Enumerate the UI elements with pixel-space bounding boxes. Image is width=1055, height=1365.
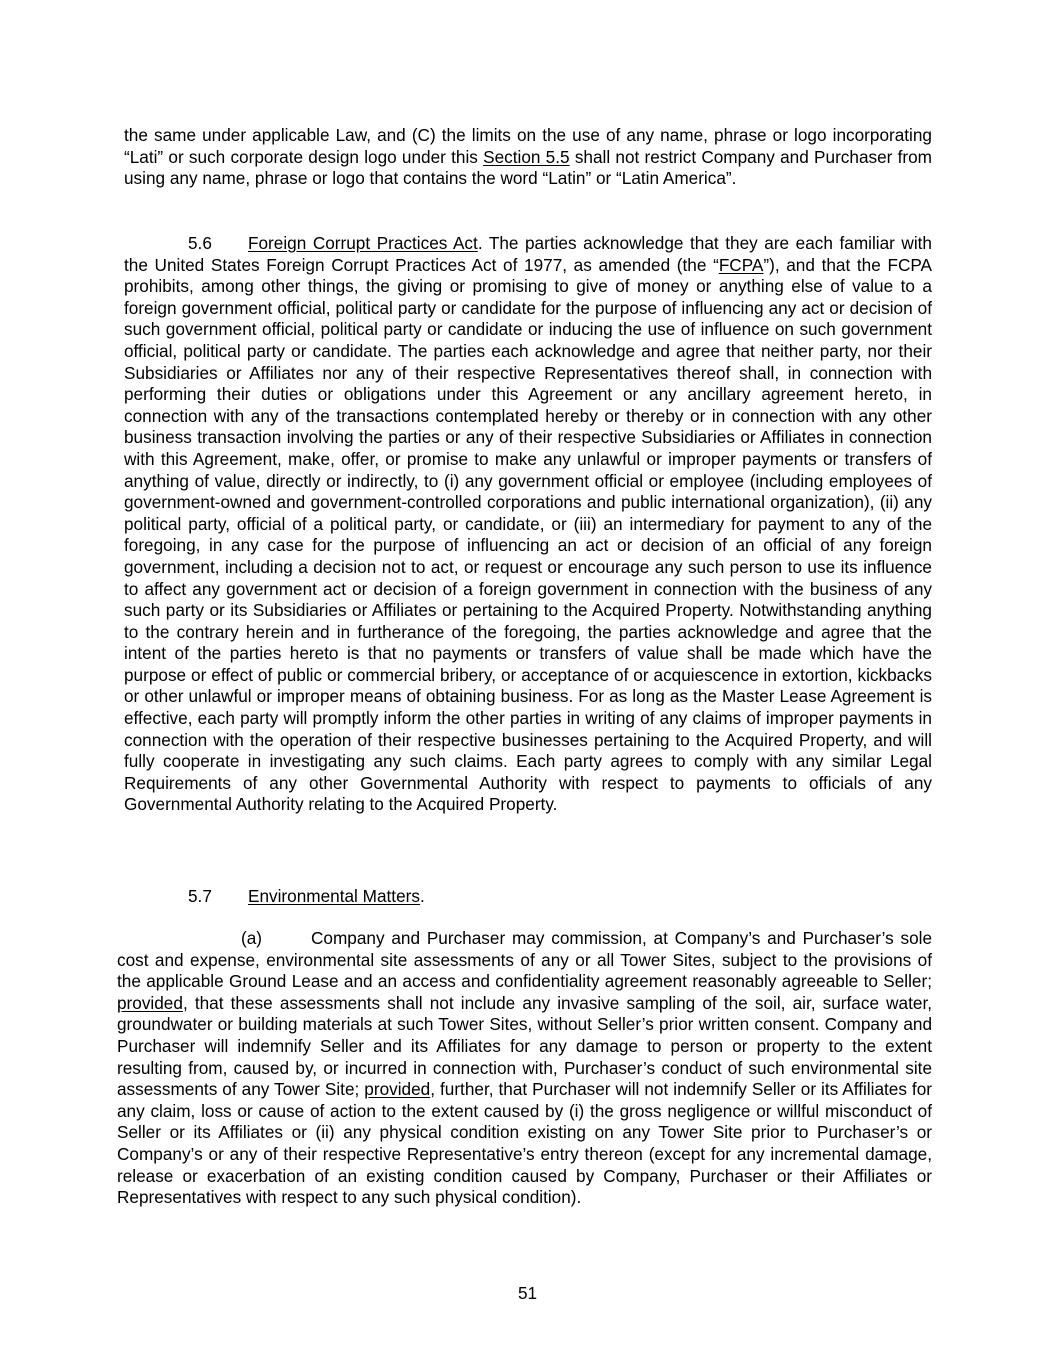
fcpa-defined-term: FCPA [718,254,764,275]
provided-term-2: provided [364,1079,431,1100]
section-5-5-reference: Section 5.5 [483,146,570,167]
section-5-6-text-2: ”), and that the FCPA prohibits, among other things, the giving or promising to give of money or anything else of value to a foreign government official, political party or candidate for the purpose of influencing any act or decision of such government official, political party or candidate or inducing the use of influence on such government official, political party or candidate. The parties each acknowledge and agree that neither party, nor their Subsidiaries or Affiliates nor any of their respective Representatives thereof shall, in connection with performing their duties or obligations under this Agreement or any ancillary agreement hereto, in connection with any of the transactions contemplated hereby or thereby or in connection with any other business transaction involving the parties or any of their respective Subsidiaries or Affiliates in connection with this Agreement, make, offer, or promise to make any unlawful or improper payments or transfers of anything of value, directly or indirectly, to (i) any government official or employee (including employees of government-owned and government-controlled corporations and public international organization), (ii) any political party, official of a political party, or candidate, or (iii) an intermediary for payment to any of the foregoing, in any case for the purpose of influencing an act or decision of an official of any foreign government, including a decision not to act, or request or encourage any such person to use its influence to affect any government act or decision of a foreign government in connection with the business of any such party or its Subsidiaries or Affiliates or pertaining to the Acquired Property. Notwithstanding anything to the contrary herein and in furtherance of the foregoing, the parties acknowledge and agree that the intent of the parties hereto is that no payments or transfers of value shall be made which have the purpose or effect of public or commercial bribery, or acceptance of or acquiescence in extortion, kickbacks or other unlawful or improper means of obtaining business. For as long as the Master Lease Agreement is effective, each party will promptly inform the other parties in writing of any claims of improper payments in connection with the operation of their respective businesses pertaining to the Acquired Property, and will fully cooperate in investigating any such claims. Each party agrees to comply with any similar Legal Requirements of any other Governmental Authority with respect to payments to officials of any Governmental Authority relating to the Acquired Property. [124,254,933,815]
section-5-6-paragraph [124,233,932,816]
subsection-a-paragraph [117,928,932,1209]
subsection-a-text-2: , that these assessments shall not include any invasive sampling of the soil, air, surface water, groundwater or building materials at such Tower Sites, without Seller’s prior written consent. Company and Purchaser will indemnify Seller and its Affiliates for any damage to person or property to the extent resulting from, caused by, or incurred in connection with, Purchaser’s conduct of such environmental site assessments of any Tower Site; [117,992,932,1100]
subsection-a-text-3: , further, that Purchaser will not indemnify Seller or its Affiliates for any claim, loss or cause of action to the extent caused by (i) the gross negligence or willful misconduct of Seller or its Affiliates or (ii) any physical condition existing on any Tower Site prior to Purchaser’s or Company’s or any of their respective Representative’s entry thereon (except for any incremental damage, release or exacerbation of an existing condition caused by Company, Purchaser or their Affiliates or Representatives with respect to any such physical condition). [117,1079,932,1208]
section-5-7-heading-line [124,886,932,908]
section-5-6-heading: Foreign Corrupt Practices Act [248,233,478,253]
section-5-7-heading: Environmental Matters [248,886,420,906]
continuation-text-2: shall not restrict Company and Purchaser from using any name, phrase or logo that contains the word “Latin” or “Latin America”. [124,146,932,189]
section-5-6-text-1: . The parties acknowledge that they are each familiar with the United States Foreign Corrupt Practices Act of 1977, as amended (the “ [124,233,932,275]
continuation-text-1: the same under applicable Law, and (C) the limits on the use of any name, phrase or logo incorporating “Lati” or such corporate design logo under this [124,125,932,167]
subsection-a-marker: (a) [241,928,263,948]
section-5-6-number: 5.6 [188,233,212,253]
continuation-paragraph [124,125,932,190]
subsection-a-text-1: Company and Purchaser may commission, at Company’s and Purchaser’s sole cost and expense, environmental site assessments of any or all Tower Sites, subject to the provisions of the applicable Ground Lease and an access and confidentiality agreement reasonably agreeable to Seller; [117,928,932,992]
section-5-7-number: 5.7 [188,886,212,906]
section-5-7-trailing: . [419,886,425,906]
provided-term-1: provided [117,992,183,1013]
page-number: 51 [517,1283,538,1303]
